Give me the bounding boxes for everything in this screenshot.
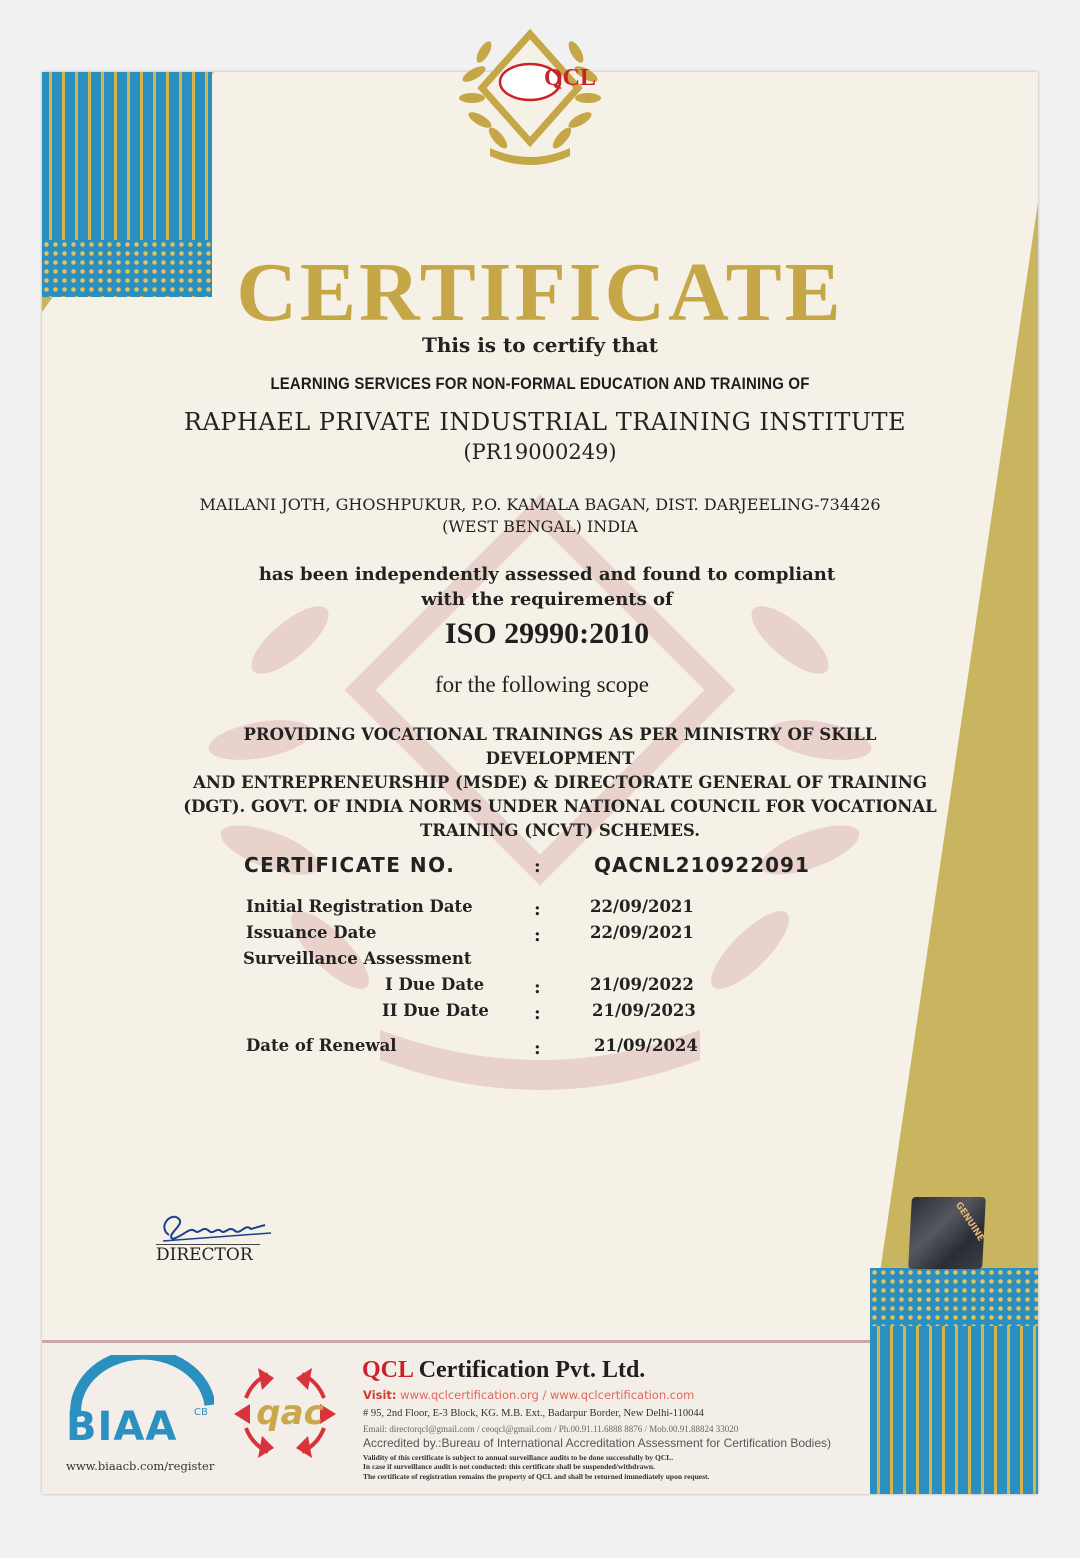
- certificate-number-label: CERTIFICATE NO.: [244, 853, 456, 877]
- corner-dots-bottom-right: [870, 1268, 1038, 1326]
- surveillance-label: Surveillance Assessment: [243, 949, 472, 968]
- issuer-address: # 95, 2nd Floor, E-3 Block, KG. M.B. Ext., Badarpur Border, New Delhi-110044: [363, 1408, 704, 1419]
- colon: :: [534, 1038, 541, 1059]
- renewal-date-value: 21/09/2024: [594, 1036, 698, 1055]
- scope-line: TRAINING (NCVT) SCHEMES.: [419, 821, 700, 840]
- issuer-websites: [363, 1388, 694, 1402]
- colon: :: [534, 856, 541, 877]
- first-due-date-value: 21/09/2022: [590, 975, 694, 994]
- initial-registration-label: Initial Registration Date: [246, 897, 473, 916]
- qcl-logo-text: QCL: [543, 65, 596, 91]
- hologram-text: GENUINE: [952, 1200, 986, 1244]
- biaa-logo-text: BIAA: [66, 1404, 178, 1450]
- organization-address: [0, 494, 1080, 538]
- scope-line: PROVIDING VOCATIONAL TRAININGS AS PER MINISTRY OF SKILL DEVELOPMENT: [243, 725, 877, 768]
- scope-heading: for the following scope: [435, 672, 649, 697]
- certificate-number: QACNL210922091: [594, 853, 810, 877]
- colon: :: [534, 1003, 541, 1024]
- colon: :: [534, 925, 541, 946]
- address-line-1: MAILANI JOTH, GHOSHPUKUR, P.O. KAMALA BAGAN, DIST. DARJEELING-734426: [199, 495, 881, 514]
- organization-code: (PR19000249): [463, 440, 617, 464]
- issuance-date-label: Issuance Date: [246, 923, 377, 942]
- address-line-2: (WEST BENGAL) INDIA: [442, 517, 638, 536]
- website-links[interactable]: www.qclcertification.org / www.qclcertification.com: [396, 1388, 695, 1402]
- intro-text: This is to certify that: [421, 333, 659, 357]
- issuance-date-value: 22/09/2021: [590, 923, 694, 942]
- services-line: LEARNING SERVICES FOR NON-FORMAL EDUCATION AND TRAINING OF: [270, 374, 810, 393]
- renewal-date-label: Date of Renewal: [246, 1036, 397, 1055]
- certificate-heading: CERTIFICATE: [236, 246, 844, 339]
- colon: :: [534, 977, 541, 998]
- issuer-contact: Email: directorqcl@gmail.com / ceoqcl@gmail.com / Ph.00.91.11.6888 8876 / Mob.00.91.88824 33020: [363, 1424, 739, 1434]
- property-note: The certificate of registration remains the property of QCL and shall be returned immediately upon request.: [363, 1472, 710, 1481]
- scope-text: [170, 723, 950, 843]
- initial-registration-value: 22/09/2021: [590, 897, 694, 916]
- scope-line: (DGT). GOVT. OF INDIA NORMS UNDER NATIONAL COUNCIL FOR VOCATIONAL: [183, 797, 937, 816]
- director-signature: [155, 1205, 275, 1245]
- accreditation-note: Accredited by.:Bureau of International Accreditation Assessment for Certification Bodies): [363, 1436, 832, 1450]
- first-due-date-label: I Due Date: [385, 975, 485, 994]
- validity-note: Validity of this certificate is subject to annual surveillance audits to be done successfully by QCL.: [363, 1453, 674, 1462]
- scope-line: AND ENTREPRENEURSHIP (MSDE) & DIRECTORATE GENERAL OF TRAINING: [193, 773, 927, 792]
- biaa-logo-sup: CB: [194, 1407, 208, 1418]
- assessment-statement: [0, 562, 1080, 612]
- iso-standard: ISO 29990:2010: [444, 617, 650, 650]
- assessment-line-1: has been independently assessed and found to compliant: [258, 564, 836, 585]
- visit-label: Visit:: [363, 1388, 397, 1402]
- issuer-company-name: [362, 1357, 645, 1384]
- second-due-date-value: 21/09/2023: [592, 1001, 696, 1020]
- genuine-hologram: [908, 1197, 986, 1269]
- issuer-prefix: QCL: [362, 1357, 413, 1383]
- director-title: DIRECTOR: [156, 1245, 253, 1265]
- organization-name: RAPHAEL PRIVATE INDUSTRIAL TRAINING INSTITUTE: [183, 408, 907, 436]
- qac-logo-text: qac: [256, 1393, 324, 1433]
- issuer-rest: Certification Pvt. Ltd.: [412, 1357, 646, 1383]
- biaa-register-url: www.biaacb.com/register: [66, 1459, 215, 1473]
- second-due-date-label: II Due Date: [382, 1001, 489, 1020]
- assessment-line-2: with the requirements of: [421, 589, 673, 610]
- colon: :: [534, 899, 541, 920]
- footer-rule: [42, 1340, 870, 1343]
- surveillance-note: In case if surveillance audit is not conducted: this certificate shall be suspended/withdrawn.: [363, 1462, 655, 1471]
